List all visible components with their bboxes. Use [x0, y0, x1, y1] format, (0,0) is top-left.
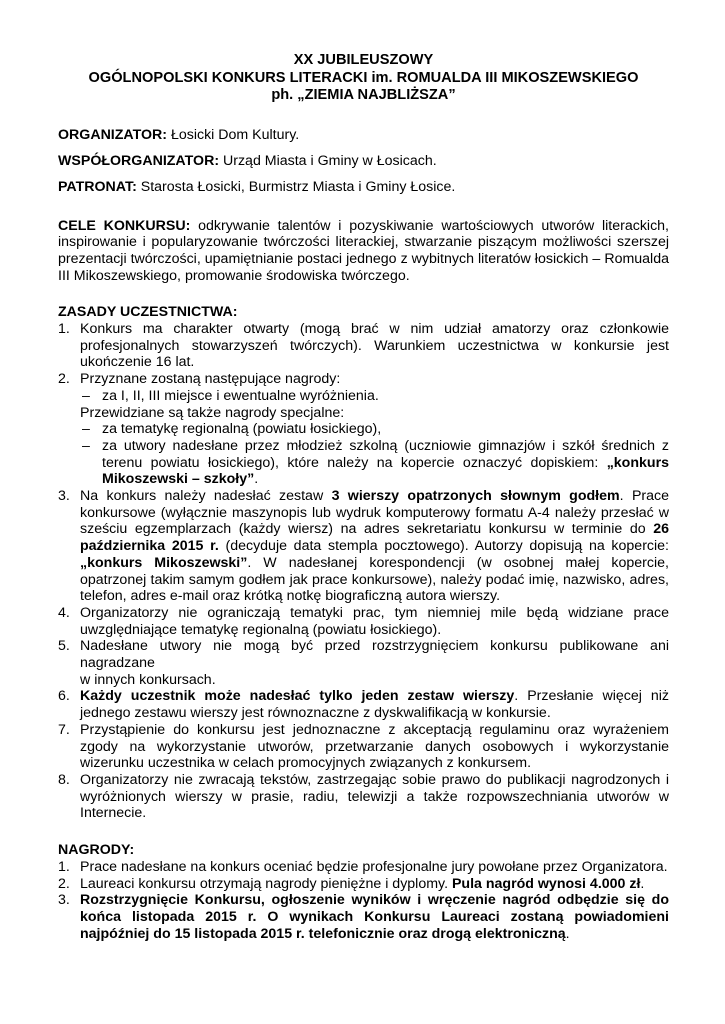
rule-text: Konkurs ma charakter otwarty (mogą brać w nim udział amatorzy oraz członkowie profesjonalnych stowarzyszeń twórczych). Warunkiem uczestnictwa w konkursie jest ukończenie 16 lat. [80, 321, 669, 371]
rule-text: Organizatorzy nie zwracają tekstów, zastrzegając sobie prawo do publikacji nagrodzonych i wyróżnionych wierszy w prasie, radiu, telewizji a także rozpowszechniania utworów w Internecie. [80, 772, 669, 822]
rule-text: . Przesłanie więcej niż jednego zestawu wierszy jest równoznaczne z dyskwalifikacją w konkursie. [80, 688, 669, 722]
rules-heading: ZASADY UCZESTNICTWA: [58, 304, 238, 321]
rule-number: 4. [58, 604, 70, 621]
prize-text: Laureaci konkursu otrzymają nagrody pieniężne i dyplomy. [80, 875, 452, 892]
prizes-heading: NAGRODY: [58, 842, 135, 859]
prize-number: 3. [58, 892, 70, 909]
rule-text-continued: w innych konkursach. [80, 671, 216, 688]
dash-bullet: – [82, 387, 90, 404]
prize-pool: Pula nagród wynosi 4.000 zł [451, 875, 641, 892]
prize-subitem [80, 388, 669, 405]
rule-text: Na konkurs należy nadesłać zestaw [80, 488, 332, 505]
special-prizes-intro: Przewidziane są także nagrody specjalne: [80, 404, 345, 421]
rule-text: Nadesłane utwory nie mogą być przed rozstrzygnięciem konkursu publikowane ani nagradzane [80, 638, 669, 672]
subitem-text: za utwory nadesłane przez młodzież szkolną (uczniowie gimnazjów i szkół średnich z terenu powiatu łosickiego), które należy na kopercie oznaczyć dopiskiem: [102, 437, 669, 471]
title-line-1: XX JUBILEUSZOWY [293, 52, 434, 68]
patron-line [58, 179, 669, 196]
rule-number: 5. [58, 638, 70, 655]
goals-paragraph [58, 218, 669, 285]
organizer-value: Łosicki Dom Kultury. [167, 126, 300, 143]
rule-item-5 [58, 638, 669, 688]
goals-text: odkrywanie talentów i pozyskiwanie wartościowych utworów literackich, inspirowanie i popularyzowanie twórczości literackiej, stwarzanie piszącym możliwości szerszej prezentacji twórczości, upamiętnianie postaci jednego z wybitnych literatów łosickich – Romualda III Mikoszewskiego, promowanie środowiska twórczego. [58, 217, 669, 284]
prize-item-3 [58, 892, 669, 942]
rule-number: 8. [58, 772, 70, 788]
rule-number: 1. [58, 321, 70, 338]
rule-item-7 [58, 722, 669, 772]
prize-item-1 [58, 859, 669, 876]
rule-text: . W nadesłanej korespondencji (w osobnej małej kopercie, opatrzonej takim samym godłem jak prace konkursowe), należy podać imię, nazwisko, adres, telefon, adres e-mail oraz krótką notkę biograficzną autora wierszy. [80, 554, 669, 605]
rule-item-4 [58, 605, 669, 638]
document-title [58, 52, 669, 105]
rule-text: Przyznane zostaną następujące nagrody: [80, 371, 341, 388]
rule-text: (decyduje data stempla pocztowego). Autorzy dopisują na kopercie: [218, 538, 669, 555]
rule-item-1 [58, 321, 669, 371]
rule-item-2 [58, 371, 669, 488]
rule-number: 3. [58, 488, 70, 505]
patron-value: Starosta Łosicki, Burmistrz Miasta i Gminy Łosice. [136, 178, 456, 195]
rule-number: 2. [58, 371, 70, 388]
prizes-section [58, 842, 669, 942]
rule-bold: 3 wierszy opatrzonych słownym godłem [331, 488, 620, 505]
coorganizer-line [58, 153, 669, 170]
rule-text: Organizatorzy nie ograniczają tematyki prac, tym niemniej mile będą widziane prace uwzględniające tematykę regionalną (powiatu łosickiego). [80, 604, 669, 638]
title-line-3: ph. „ZIEMIA NAJBLIŻSZA” [271, 87, 456, 103]
rule-text: . Prace konkursowe (wyłącznie maszynopis lub wydruk komputerowy formatu A-4 należy przesłać w sześciu egzemplarzach (każdy wiersz) na adres sekretariatu konkursu w terminie do [80, 488, 670, 538]
prize-item-2 [58, 876, 669, 893]
organizer-line [58, 127, 669, 144]
rule-text: Przystąpienie do konkursu jest jednoznaczne z akceptacją regulaminu oraz wyrażeniem zgody na wykorzystanie utworów, przetwarzanie danych osobowych i wykorzystanie wizerunku uczestnika w celach promocyjnych związanych z konkursem. [80, 721, 669, 772]
dash-bullet: – [82, 437, 90, 454]
rule-bold: Każdy uczestnik może nadesłać tylko jeden zestaw wierszy [80, 688, 515, 705]
title-line-2: OGÓLNOPOLSKI KONKURS LITERACKI im. ROMUALDA III MIKOSZEWSKIEGO [88, 69, 639, 86]
organizers-block [58, 127, 669, 196]
rule-item-6 [58, 688, 669, 721]
coorganizer-value: Urząd Miasta i Gminy w Łosicach. [219, 152, 437, 169]
rules-list [58, 321, 669, 822]
prize-number: 2. [58, 875, 70, 892]
deadline-date: 26 października 2015 r. [80, 521, 669, 555]
rule-number: 7. [58, 721, 70, 738]
patron-label: PATRONAT: [58, 178, 137, 195]
prize-number: 1. [58, 858, 70, 875]
prize-end: . [565, 925, 570, 942]
prize-text-bold: Rozstrzygnięcie Konkursu, ogłoszenie wyników i wręczenie nagród odbędzie się do końca listopada 2015 r. O wynikach Konkursu Laureaci zostaną powiadomieni najpóźniej do 15 listopada 2015 r. telefonicznie oraz drogą elektroniczną [80, 892, 669, 942]
rule-bold: „konkurs Mikoszewski” [80, 554, 248, 571]
prizes-list [58, 859, 669, 943]
subitem-end: . [254, 471, 259, 488]
rule-number: 6. [58, 688, 70, 705]
rule-item-3 [58, 488, 669, 605]
organizer-label: ORGANIZATOR: [58, 126, 168, 143]
goals-label: CELE KONKURSU: [58, 217, 191, 234]
subitem-text: za I, II, III miejsce i ewentualne wyróżnienia. [102, 387, 379, 404]
rule-item-8 [58, 772, 669, 822]
prize-text: Prace nadesłane na konkurs oceniać będzie profesjonalne jury powołane przez Organizatora. [80, 858, 668, 875]
rules-section [58, 304, 669, 822]
dash-bullet: – [82, 421, 90, 438]
prize-subitem [80, 438, 669, 488]
subitem-bold: „konkurs Mikoszewski – szkoły” [102, 454, 669, 488]
coorganizer-label: WSPÓŁORGANIZATOR: [58, 152, 220, 169]
prize-subitem [80, 421, 669, 438]
subitem-text: za tematykę regionalną (powiatu łosickiego), [102, 421, 382, 438]
prize-end: . [640, 875, 645, 892]
